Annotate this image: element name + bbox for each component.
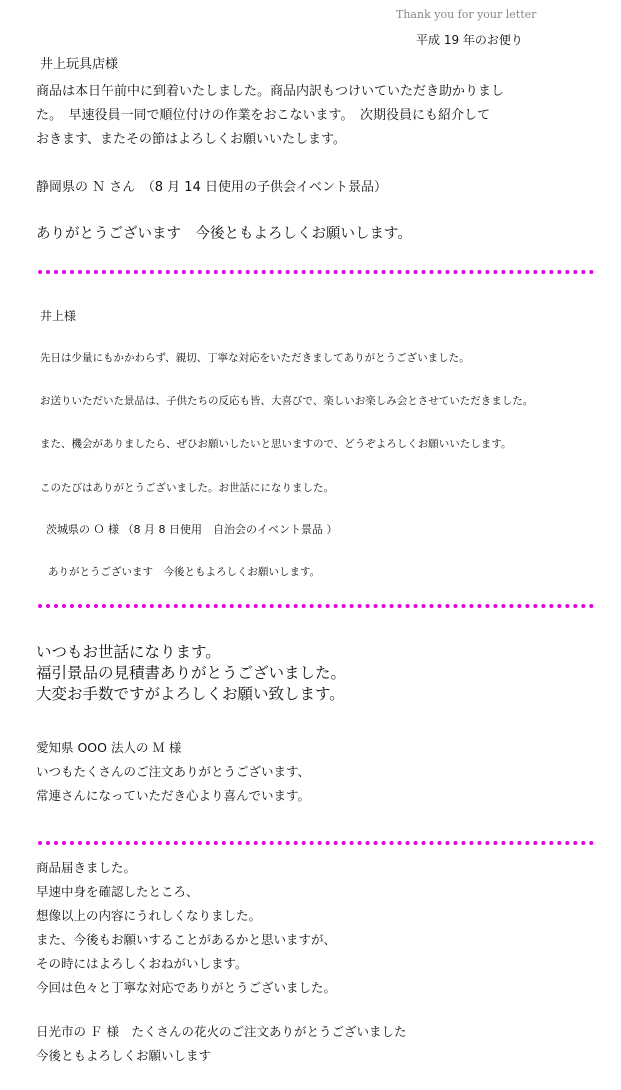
letter2-paragraph: また、機会がありましたら、ぜひお願いしたいと思いますので、どうぞよろしくお願いいたします。 — [40, 438, 512, 450]
section-divider — [38, 604, 594, 608]
letter3-body-line: いつもお世話になります。 — [36, 643, 221, 661]
header-japanese-title: 平成 19 年のお便り — [416, 33, 523, 47]
letter2-thanks: ありがとうございます 今後ともよろしくお願いします。 — [48, 566, 321, 578]
letter4-body-line: また、今後もお願いすることがあるかと思いますが、 — [36, 932, 337, 947]
letter1-body-line: おきます、またその節はよろしくお願いいたします。 — [36, 132, 346, 147]
header-english-title: Thank you for your letter — [396, 8, 537, 21]
section-divider — [38, 841, 594, 845]
letter1-body — [36, 80, 504, 152]
letter1-thanks: ありがとうございます 今後ともよろしくお願いします。 — [36, 226, 412, 242]
letter3-reply-line: 常連さんになっていただき心より喜んでいます。 — [36, 788, 311, 803]
letter2-paragraph: 先日は少量にもかかわらず、親切、丁寧な対応をいただきましてありがとうございました。 — [40, 352, 470, 364]
letter2-paragraph: このたびはありがとうございました。お世話にになりました。 — [40, 482, 334, 494]
letter4-body-line: 今回は色々と丁寧な対応でありがとうございました。 — [36, 980, 337, 995]
letter1-body-line: 商品は本日午前中に到着いたしました。商品内訳もつけいていただき助かりまし — [36, 84, 505, 99]
letter1-sender: 静岡県の Ｎ さん （8 月 14 日使用の子供会イベント景品） — [36, 180, 387, 195]
letter2-sender: 茨城県の Ｏ 様 （8 月 8 日使用 自治会のイベント景品 ） — [46, 523, 338, 536]
letter4-body-line: その時にはよろしくおねがいします。 — [36, 956, 248, 971]
letter4-sender: 日光市の Ｆ 様 たくさんの花火のご注文ありがとうございました — [36, 1024, 407, 1039]
letter3-body-line: 福引景品の見積書ありがとうございました。 — [36, 664, 347, 682]
letter1-addressee: 井上玩具店様 — [40, 57, 119, 72]
letter4-body-line: 商品届きました。 — [36, 860, 137, 875]
letter4-closing: 今後ともよろしくお願いします — [36, 1048, 212, 1063]
letter1-body-line: た。 早速役員一同で順位付けの作業をおこないます。 次期役員にも紹介して — [36, 108, 490, 123]
letter4-body-line: 早速中身を確認したところ、 — [36, 884, 199, 899]
letter4-body-line: 想像以上の内容にうれしくなりました。 — [36, 908, 262, 923]
letter3-sender: 愛知県 OOO 法人の Ｍ 様 — [36, 740, 182, 755]
letter3-body-line: 大変お手数ですがよろしくお願い致します。 — [36, 685, 345, 703]
section-divider — [38, 270, 594, 274]
letter4-body — [36, 856, 336, 1000]
letter2-addressee: 井上様 — [40, 309, 77, 323]
letter3-body — [36, 642, 346, 705]
letter3-reply — [36, 760, 310, 808]
letter3-reply-line: いつもたくさんのご注文ありがとうございます、 — [36, 764, 311, 779]
letter2-paragraph: お送りいただいた景品は、子供たちの反応も皆、大喜びで、楽しいお楽しみ会とさせていただきました。 — [40, 395, 534, 407]
